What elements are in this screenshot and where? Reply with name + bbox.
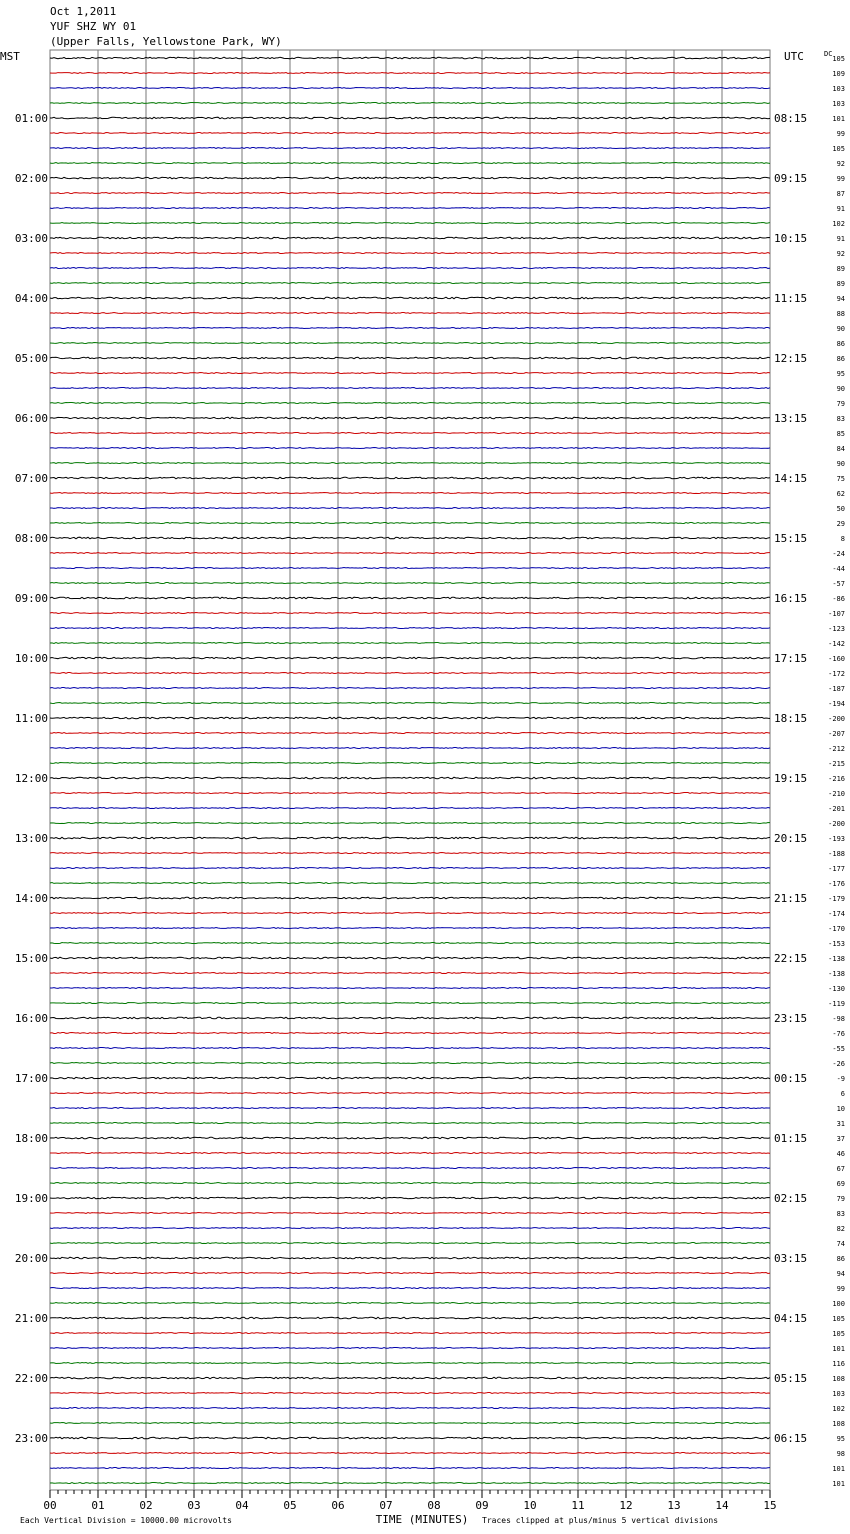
dc-offset-label: 10 [836, 1105, 845, 1113]
mst-hour-label: 15:00 [14, 952, 48, 965]
utc-hour-label: 09:15 [774, 172, 808, 185]
dc-offset-label: -119 [828, 1000, 845, 1008]
mst-hour-label: 17:00 [14, 1072, 48, 1085]
dc-offset-label: -160 [828, 655, 845, 663]
trace-line [50, 1063, 770, 1064]
dc-offset-label: 79 [836, 1195, 845, 1203]
dc-offset-label: 92 [836, 160, 845, 168]
trace-line [50, 703, 770, 704]
utc-hour-label: 00:15 [774, 1072, 808, 1085]
utc-hour-label: 04:15 [774, 1312, 808, 1325]
trace-line [50, 237, 770, 239]
trace-line [50, 297, 770, 299]
utc-hour-label: 02:15 [774, 1192, 808, 1205]
x-tick-label: 15 [763, 1499, 777, 1512]
dc-offset-label: -142 [828, 640, 845, 648]
dc-offset-label: 95 [836, 1435, 845, 1443]
trace-line [50, 57, 770, 59]
dc-offset-label: -216 [828, 775, 845, 783]
trace-line [50, 1348, 770, 1349]
dc-offset-label: 67 [836, 1165, 845, 1173]
mst-hour-label: 09:00 [14, 592, 48, 605]
dc-offset-label: -179 [828, 895, 845, 903]
x-tick-label: 03 [187, 1499, 201, 1512]
utc-hour-label: 12:15 [774, 352, 808, 365]
dc-offset-label: 69 [836, 1180, 845, 1188]
dc-offset-label: 75 [836, 475, 845, 483]
utc-hour-label: 10:15 [774, 232, 808, 245]
dc-offset-label: 105 [832, 145, 845, 153]
trace-line [50, 133, 770, 134]
dc-offset-label: 102 [832, 1405, 845, 1413]
mst-hour-label: 19:00 [14, 1192, 48, 1205]
trace-line [50, 343, 770, 344]
trace-line [50, 568, 770, 569]
trace-line [50, 763, 770, 764]
trace-line [50, 148, 770, 149]
trace-line [50, 283, 770, 284]
dc-offset-label: 88 [836, 310, 845, 318]
dc-offset-label: 8 [840, 535, 845, 543]
utc-hour-label: 13:15 [774, 412, 808, 425]
utc-hour-label: 17:15 [774, 652, 808, 665]
trace-line [50, 868, 770, 869]
utc-hour-label: 18:15 [774, 712, 808, 725]
trace-line [50, 597, 770, 599]
dc-offset-label: -9 [836, 1075, 845, 1083]
dc-offset-label: -26 [832, 1060, 845, 1068]
trace-line [50, 103, 770, 104]
dc-offset-label: -215 [828, 760, 845, 768]
dc-offset-label: 98 [836, 1450, 845, 1458]
dc-offset-label: 109 [832, 70, 845, 78]
mst-hour-label: 21:00 [14, 1312, 48, 1325]
utc-hour-label: 01:15 [774, 1132, 808, 1145]
trace-line [50, 1213, 770, 1214]
dc-offset-label: -86 [832, 595, 845, 603]
dc-offset-label: 31 [836, 1120, 845, 1128]
trace-line [50, 1153, 770, 1154]
dc-offset-label: 62 [836, 490, 845, 498]
trace-line [50, 328, 770, 329]
dc-offset-label: 92 [836, 250, 845, 258]
dc-offset-label: -193 [828, 835, 845, 843]
dc-offset-label: -98 [832, 1015, 845, 1023]
dc-offset-label: 83 [836, 415, 845, 423]
dc-offset-label: 89 [836, 280, 845, 288]
mst-hour-label: 06:00 [14, 412, 48, 425]
mst-hour-label: 20:00 [14, 1252, 48, 1265]
dc-offset-label: 101 [832, 115, 845, 123]
trace-line [50, 463, 770, 464]
dc-offset-label: 105 [832, 1315, 845, 1323]
utc-hour-label: 06:15 [774, 1432, 808, 1445]
dc-offset-label: -107 [828, 610, 845, 618]
trace-line [50, 493, 770, 494]
trace-line [50, 1033, 770, 1034]
trace-line [50, 1288, 770, 1289]
dc-offset-label: 103 [832, 85, 845, 93]
dc-offset-label: -24 [832, 550, 845, 558]
trace-line [50, 508, 770, 509]
dc-offset-label: 6 [840, 1090, 845, 1098]
trace-line [50, 988, 770, 989]
trace-line [50, 177, 770, 179]
trace-line [50, 777, 770, 779]
dc-offset-label: 101 [832, 1480, 845, 1488]
mst-hour-label: 18:00 [14, 1132, 48, 1145]
trace-line [50, 433, 770, 434]
mst-hour-label: 01:00 [14, 112, 48, 125]
x-tick-label: 14 [715, 1499, 729, 1512]
trace-line [50, 748, 770, 749]
trace-line [50, 823, 770, 824]
dc-offset-label: 91 [836, 205, 845, 213]
utc-hour-label: 03:15 [774, 1252, 808, 1265]
utc-hour-label: 15:15 [774, 532, 808, 545]
trace-line [50, 1303, 770, 1304]
dc-offset-label: -55 [832, 1045, 845, 1053]
trace-line [50, 357, 770, 359]
dc-offset-label: 74 [836, 1240, 845, 1248]
x-tick-label: 00 [43, 1499, 57, 1512]
dc-offset-label: 102 [832, 220, 845, 228]
mst-hour-label: 10:00 [14, 652, 48, 665]
trace-line [50, 1108, 770, 1109]
x-tick-label: 11 [571, 1499, 585, 1512]
trace-line [50, 448, 770, 449]
utc-hour-label: 19:15 [774, 772, 808, 785]
trace-line [50, 717, 770, 719]
dc-offset-label: 108 [832, 1420, 845, 1428]
dc-offset-label: 29 [836, 520, 845, 528]
dc-offset-label: -170 [828, 925, 845, 933]
mst-hour-label: 04:00 [14, 292, 48, 305]
dc-offset-label: 90 [836, 325, 845, 333]
dc-offset-label: -200 [828, 715, 845, 723]
mst-hour-label: 08:00 [14, 532, 48, 545]
trace-line [50, 928, 770, 929]
dc-offset-label: 84 [836, 445, 845, 453]
utc-hour-label: 22:15 [774, 952, 808, 965]
dc-offset-label: 108 [832, 1375, 845, 1383]
dc-offset-label: 86 [836, 340, 845, 348]
utc-hour-label: 21:15 [774, 892, 808, 905]
trace-line [50, 1003, 770, 1004]
trace-line [50, 957, 770, 959]
trace-line [50, 417, 770, 419]
x-tick-label: 13 [667, 1499, 681, 1512]
x-tick-label: 12 [619, 1499, 633, 1512]
utc-hour-label: 05:15 [774, 1372, 808, 1385]
dc-offset-label: 83 [836, 1210, 845, 1218]
trace-line [50, 673, 770, 674]
dc-offset-label: 99 [836, 130, 845, 138]
trace-line [50, 373, 770, 374]
trace-line [50, 73, 770, 74]
utc-hour-label: 08:15 [774, 112, 808, 125]
trace-line [50, 223, 770, 224]
trace-line [50, 1317, 770, 1319]
dc-offset-label: 85 [836, 430, 845, 438]
dc-offset-label: -201 [828, 805, 845, 813]
dc-offset-label: 101 [832, 1465, 845, 1473]
mst-hour-label: 05:00 [14, 352, 48, 365]
trace-line [50, 973, 770, 974]
mst-hour-label: 22:00 [14, 1372, 48, 1385]
dc-offset-label: 90 [836, 460, 845, 468]
trace-line [50, 1093, 770, 1094]
dc-offset-label: -138 [828, 955, 845, 963]
dc-offset-label: 116 [832, 1360, 845, 1368]
x-tick-label: 02 [139, 1499, 153, 1512]
dc-offset-label: -138 [828, 970, 845, 978]
dc-offset-label: -172 [828, 670, 845, 678]
dc-offset-label: -210 [828, 790, 845, 798]
dc-offset-label: -153 [828, 940, 845, 948]
dc-offset-label: 91 [836, 235, 845, 243]
dc-offset-label: 103 [832, 1390, 845, 1398]
dc-offset-label: 100 [832, 1300, 845, 1308]
dc-offset-label: -123 [828, 625, 845, 633]
trace-line [50, 1453, 770, 1454]
dc-offset-label: -76 [832, 1030, 845, 1038]
dc-offset-label: 82 [836, 1225, 845, 1233]
dc-offset-label: -187 [828, 685, 845, 693]
trace-line [50, 1257, 770, 1259]
x-tick-label: 01 [91, 1499, 105, 1512]
trace-line [50, 193, 770, 194]
clip-note: Traces clipped at plus/minus 5 vertical divisions [482, 1516, 719, 1525]
dc-offset-label: 46 [836, 1150, 845, 1158]
dc-offset-label: 89 [836, 265, 845, 273]
header-date: Oct 1,2011 [50, 5, 117, 18]
x-tick-label: 08 [427, 1499, 441, 1512]
trace-line [50, 313, 770, 314]
utc-hour-label: 11:15 [774, 292, 808, 305]
utc-hour-label: 16:15 [774, 592, 808, 605]
trace-line [50, 253, 770, 254]
dc-offset-label: -207 [828, 730, 845, 738]
trace-line [50, 268, 770, 269]
trace-line [50, 897, 770, 899]
dc-offset-label: 99 [836, 1285, 845, 1293]
dc-offset-label: -44 [832, 565, 845, 573]
trace-line [50, 1197, 770, 1199]
x-tick-label: 10 [523, 1499, 537, 1512]
mst-hour-label: 03:00 [14, 232, 48, 245]
trace-line [50, 208, 770, 209]
dc-header: DC [824, 50, 833, 58]
trace-line [50, 657, 770, 659]
dc-offset-label: -174 [828, 910, 845, 918]
trace-line [50, 1168, 770, 1169]
dc-offset-label: -130 [828, 985, 845, 993]
utc-hour-label: 20:15 [774, 832, 808, 845]
dc-offset-label: -200 [828, 820, 845, 828]
dc-offset-label: -57 [832, 580, 845, 588]
mst-label: MST [0, 50, 20, 63]
trace-line [50, 477, 770, 479]
dc-offset-label: 95 [836, 370, 845, 378]
trace-line [50, 1393, 770, 1394]
trace-line [50, 1363, 770, 1364]
dc-offset-label: 105 [832, 55, 845, 63]
dc-offset-label: -188 [828, 850, 845, 858]
dc-offset-label: -212 [828, 745, 845, 753]
dc-offset-label: -176 [828, 880, 845, 888]
dc-offset-label: 79 [836, 400, 845, 408]
trace-line [50, 1123, 770, 1124]
dc-offset-label: 87 [836, 190, 845, 198]
mst-hour-label: 13:00 [14, 832, 48, 845]
header-location: (Upper Falls, Yellowstone Park, WY) [50, 35, 282, 48]
dc-offset-label: 94 [836, 295, 845, 303]
trace-line [50, 583, 770, 584]
mst-hour-label: 12:00 [14, 772, 48, 785]
trace-line [50, 1483, 770, 1484]
trace-line [50, 163, 770, 164]
trace-line [50, 537, 770, 539]
trace-line [50, 117, 770, 119]
trace-line [50, 1273, 770, 1274]
trace-line [50, 1333, 770, 1334]
trace-line [50, 793, 770, 794]
dc-offset-label: -194 [828, 700, 845, 708]
trace-line [50, 1048, 770, 1049]
mst-hour-label: 11:00 [14, 712, 48, 725]
utc-hour-label: 23:15 [774, 1012, 808, 1025]
dc-offset-label: 86 [836, 1255, 845, 1263]
mst-hour-label: 16:00 [14, 1012, 48, 1025]
trace-line [50, 688, 770, 689]
trace-line [50, 913, 770, 914]
x-axis-title: TIME (MINUTES) [375, 1513, 469, 1526]
x-tick-label: 04 [235, 1499, 249, 1512]
utc-hour-label: 14:15 [774, 472, 808, 485]
trace-line [50, 88, 770, 89]
trace-line [50, 523, 770, 524]
trace-line [50, 1137, 770, 1139]
trace-line [50, 808, 770, 809]
trace-line [50, 403, 770, 404]
x-tick-label: 07 [379, 1499, 393, 1512]
dc-offset-label: 90 [836, 385, 845, 393]
mst-hour-label: 14:00 [14, 892, 48, 905]
mst-hour-label: 07:00 [14, 472, 48, 485]
trace-line [50, 613, 770, 614]
plot-frame [50, 50, 770, 1490]
dc-offset-label: 50 [836, 505, 845, 513]
trace-line [50, 1183, 770, 1184]
dc-offset-label: 101 [832, 1345, 845, 1353]
trace-line [50, 837, 770, 839]
trace-line [50, 1377, 770, 1379]
trace-line [50, 883, 770, 884]
dc-offset-label: 105 [832, 1330, 845, 1338]
header-station: YUF SHZ WY 01 [50, 20, 137, 33]
trace-line [50, 943, 770, 944]
trace-line [50, 388, 770, 389]
trace-line [50, 853, 770, 854]
scale-note: Each Vertical Division = 10000.00 microvolts [20, 1516, 232, 1525]
trace-line [50, 643, 770, 644]
trace-line [50, 553, 770, 554]
trace-line [50, 733, 770, 734]
trace-line [50, 1468, 770, 1469]
trace-line [50, 1437, 770, 1439]
dc-offset-label: -177 [828, 865, 845, 873]
dc-offset-label: 103 [832, 100, 845, 108]
trace-line [50, 1017, 770, 1019]
utc-label: UTC [784, 50, 804, 63]
x-tick-label: 05 [283, 1499, 297, 1512]
trace-line [50, 628, 770, 629]
dc-offset-label: 94 [836, 1270, 845, 1278]
dc-offset-label: 99 [836, 175, 845, 183]
trace-line [50, 1243, 770, 1244]
dc-offset-label: 86 [836, 355, 845, 363]
x-tick-label: 06 [331, 1499, 345, 1512]
trace-line [50, 1423, 770, 1424]
dc-offset-label: 37 [836, 1135, 845, 1143]
trace-line [50, 1077, 770, 1079]
trace-line [50, 1228, 770, 1229]
mst-hour-label: 23:00 [14, 1432, 48, 1445]
x-tick-label: 09 [475, 1499, 489, 1512]
mst-hour-label: 02:00 [14, 172, 48, 185]
trace-line [50, 1408, 770, 1409]
